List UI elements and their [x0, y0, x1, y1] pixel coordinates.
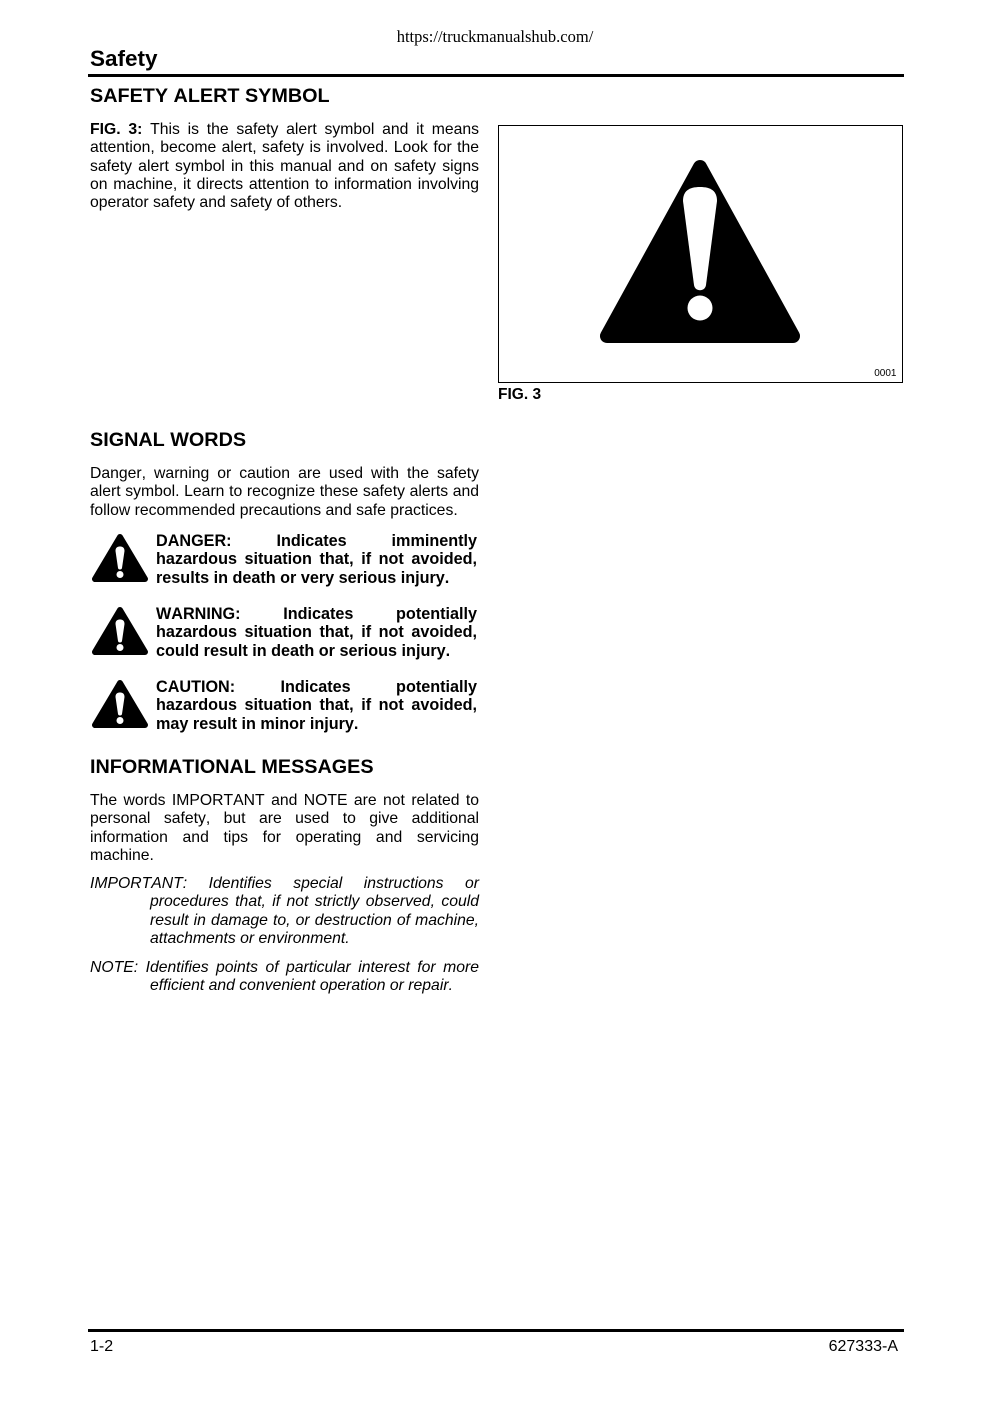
- informational-messages-paragraph: The words IMPORTANT and NOTE are not related to personal safety, but are used to give additional information and tips for operating and servicing machine.: [90, 792, 479, 865]
- signal-words-heading: SIGNAL WORDS: [90, 429, 247, 452]
- note-message: [90, 959, 479, 996]
- signal-word-text: Indicates potentially hazardous situation that, if not avoided, may result in minor injury.: [156, 678, 477, 733]
- paragraph-text: This is the safety alert symbol and it means attention, become alert, safety is involved. Look for the safety alert symbol in this manual and on safety signs on machine, it directs attention to information involving operator safety and safety of others.: [90, 121, 479, 212]
- note-label: IMPORTANT:: [90, 875, 188, 892]
- signal-words-paragraph: Danger, warning or caution are used with the safety alert symbol. Learn to recognize these safety alerts and follow recommended precautions and safe practices.: [90, 465, 479, 519]
- informational-messages-heading: INFORMATIONAL MESSAGES: [90, 756, 374, 779]
- signal-word-label: DANGER:: [156, 532, 232, 550]
- section-title: Safety: [90, 46, 158, 71]
- source-url[interactable]: https://truckmanualshub.com/: [396, 27, 594, 46]
- warning-triangle-icon: [91, 606, 149, 656]
- safety-alert-symbol-icon: [498, 125, 903, 383]
- document-number: 627333-A: [828, 1338, 898, 1355]
- danger-description: [156, 532, 477, 587]
- figure-box: [498, 125, 903, 383]
- safety-alert-paragraph: [90, 121, 479, 213]
- exclamation-dot: [687, 295, 712, 320]
- warning-triangle-icon: [91, 533, 149, 583]
- figure-caption: FIG. 3: [498, 386, 542, 403]
- signal-word-text: Indicates imminently hazardous situation that, if not avoided, results in death or very serious injury.: [156, 532, 478, 587]
- safety-alert-symbol-heading: SAFETY ALERT SYMBOL: [90, 85, 330, 108]
- warning-description: [156, 605, 477, 660]
- fig-reference: FIG. 3:: [90, 121, 143, 138]
- signal-word-label: WARNING:: [156, 605, 241, 623]
- figure-code: 0001: [874, 367, 897, 379]
- signal-word-label: CAUTION:: [156, 678, 236, 696]
- footer-rule: [88, 1329, 904, 1332]
- signal-word-text: Indicates potentially hazardous situation that, if not avoided, could result in death or serious injury.: [156, 605, 477, 660]
- note-text: Identifies special instructions or procedures that, if not strictly observed, could result in damage to, or destruction of machine, attachments or environment.: [150, 875, 479, 948]
- note-text: Identifies points of particular interest for more efficient and convenient operation or repair.: [145, 959, 479, 995]
- important-message: [90, 875, 479, 948]
- warning-triangle-icon: [91, 679, 149, 729]
- note-label: NOTE:: [90, 959, 139, 976]
- page-number: 1-2: [90, 1338, 114, 1355]
- caution-description: [156, 678, 477, 733]
- header-rule: [88, 74, 904, 77]
